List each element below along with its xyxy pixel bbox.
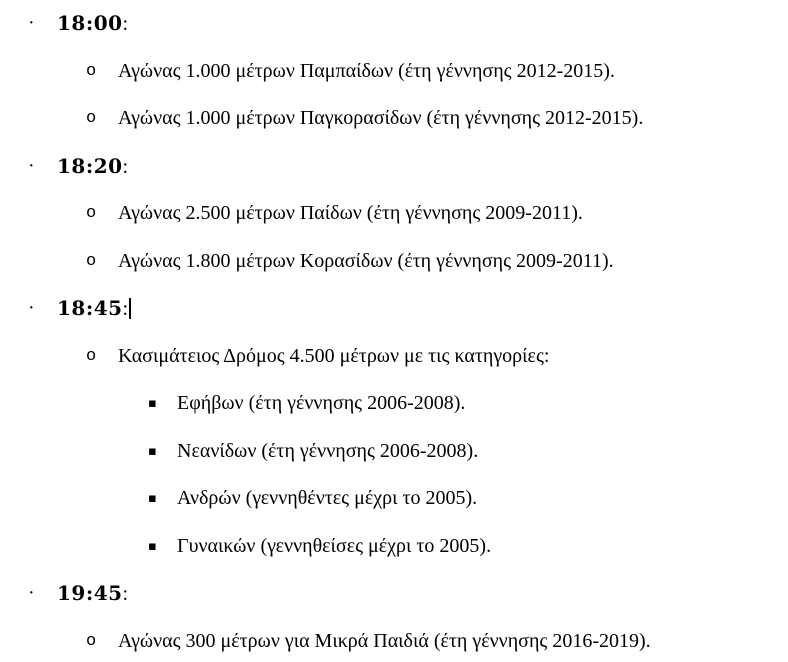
- square-bullet-icon: ▪: [148, 491, 157, 506]
- time-label: 18:45: [57, 296, 123, 320]
- race-item-text: Κασιμάτειος Δρόμος 4.500 μέτρων με τις κατηγορίες:: [118, 344, 550, 367]
- time-label: 18:00: [57, 11, 123, 35]
- square-bullet-icon: ▪: [148, 396, 157, 411]
- category-item-text: Εφήβων (έτη γέννησης 2006-2008).: [177, 392, 466, 414]
- schedule-time-item[interactable]: [0, 143, 788, 191]
- time-colon: :: [122, 155, 129, 178]
- race-item[interactable]: [0, 95, 788, 143]
- schedule-time-item[interactable]: [0, 285, 788, 333]
- race-item-text: Αγώνας 2.500 μέτρων Παίδων (έτη γέννησης 2009-2011).: [118, 202, 583, 224]
- dot-bullet-icon: ·: [28, 154, 35, 177]
- race-item-text: Αγώνας 1.800 μέτρων Κορασίδων (έτη γέννησης 2009-2011).: [118, 249, 614, 272]
- category-item-text: Ανδρών (γεννηθέντες μέχρι το 2005).: [177, 487, 478, 509]
- circle-bullet-icon: o: [86, 631, 97, 651]
- time-colon: :: [122, 298, 129, 320]
- square-bullet-icon: ▪: [148, 538, 157, 554]
- schedule-time-item[interactable]: [0, 570, 788, 618]
- race-item[interactable]: [0, 618, 788, 662]
- race-item-text: Αγώνας 1.000 μέτρων Παμπαίδων (έτη γέννησης 2012-2015).: [118, 59, 615, 82]
- time-label: 19:45: [57, 581, 123, 605]
- circle-bullet-icon: o: [86, 204, 97, 223]
- time-label: 18:20: [57, 153, 123, 178]
- dot-bullet-icon: ·: [28, 12, 35, 34]
- race-item-text: Αγώνας 1.000 μέτρων Παγκορασίδων (έτη γέννησης 2012-2015).: [118, 107, 644, 129]
- category-item-text: Γυναικών (γεννηθείσες μέχρι το 2005).: [177, 534, 492, 557]
- time-colon: :: [122, 13, 129, 35]
- category-item-text: Νεανίδων (έτη γέννησης 2006-2008).: [177, 439, 479, 462]
- race-item[interactable]: [0, 333, 788, 381]
- dot-bullet-icon: ·: [28, 582, 35, 604]
- race-item-text: Αγώνας 300 μέτρων για Μικρά Παιδιά (έτη γέννησης 2016-2019).: [118, 629, 651, 652]
- dot-bullet-icon: ·: [28, 297, 35, 319]
- square-bullet-icon: ▪: [148, 443, 157, 459]
- circle-bullet-icon: o: [86, 109, 97, 128]
- circle-bullet-icon: o: [86, 346, 97, 366]
- category-item[interactable]: [0, 428, 788, 476]
- schedule-time-item[interactable]: [0, 0, 788, 48]
- race-item[interactable]: [0, 48, 788, 96]
- time-colon: :: [122, 583, 129, 605]
- race-item[interactable]: [0, 238, 788, 286]
- circle-bullet-icon: o: [86, 61, 97, 81]
- category-item[interactable]: [0, 523, 788, 571]
- category-item[interactable]: [0, 380, 788, 428]
- text-caret: [129, 298, 131, 319]
- category-item[interactable]: [0, 475, 788, 523]
- race-item[interactable]: [0, 190, 788, 238]
- circle-bullet-icon: o: [86, 251, 97, 271]
